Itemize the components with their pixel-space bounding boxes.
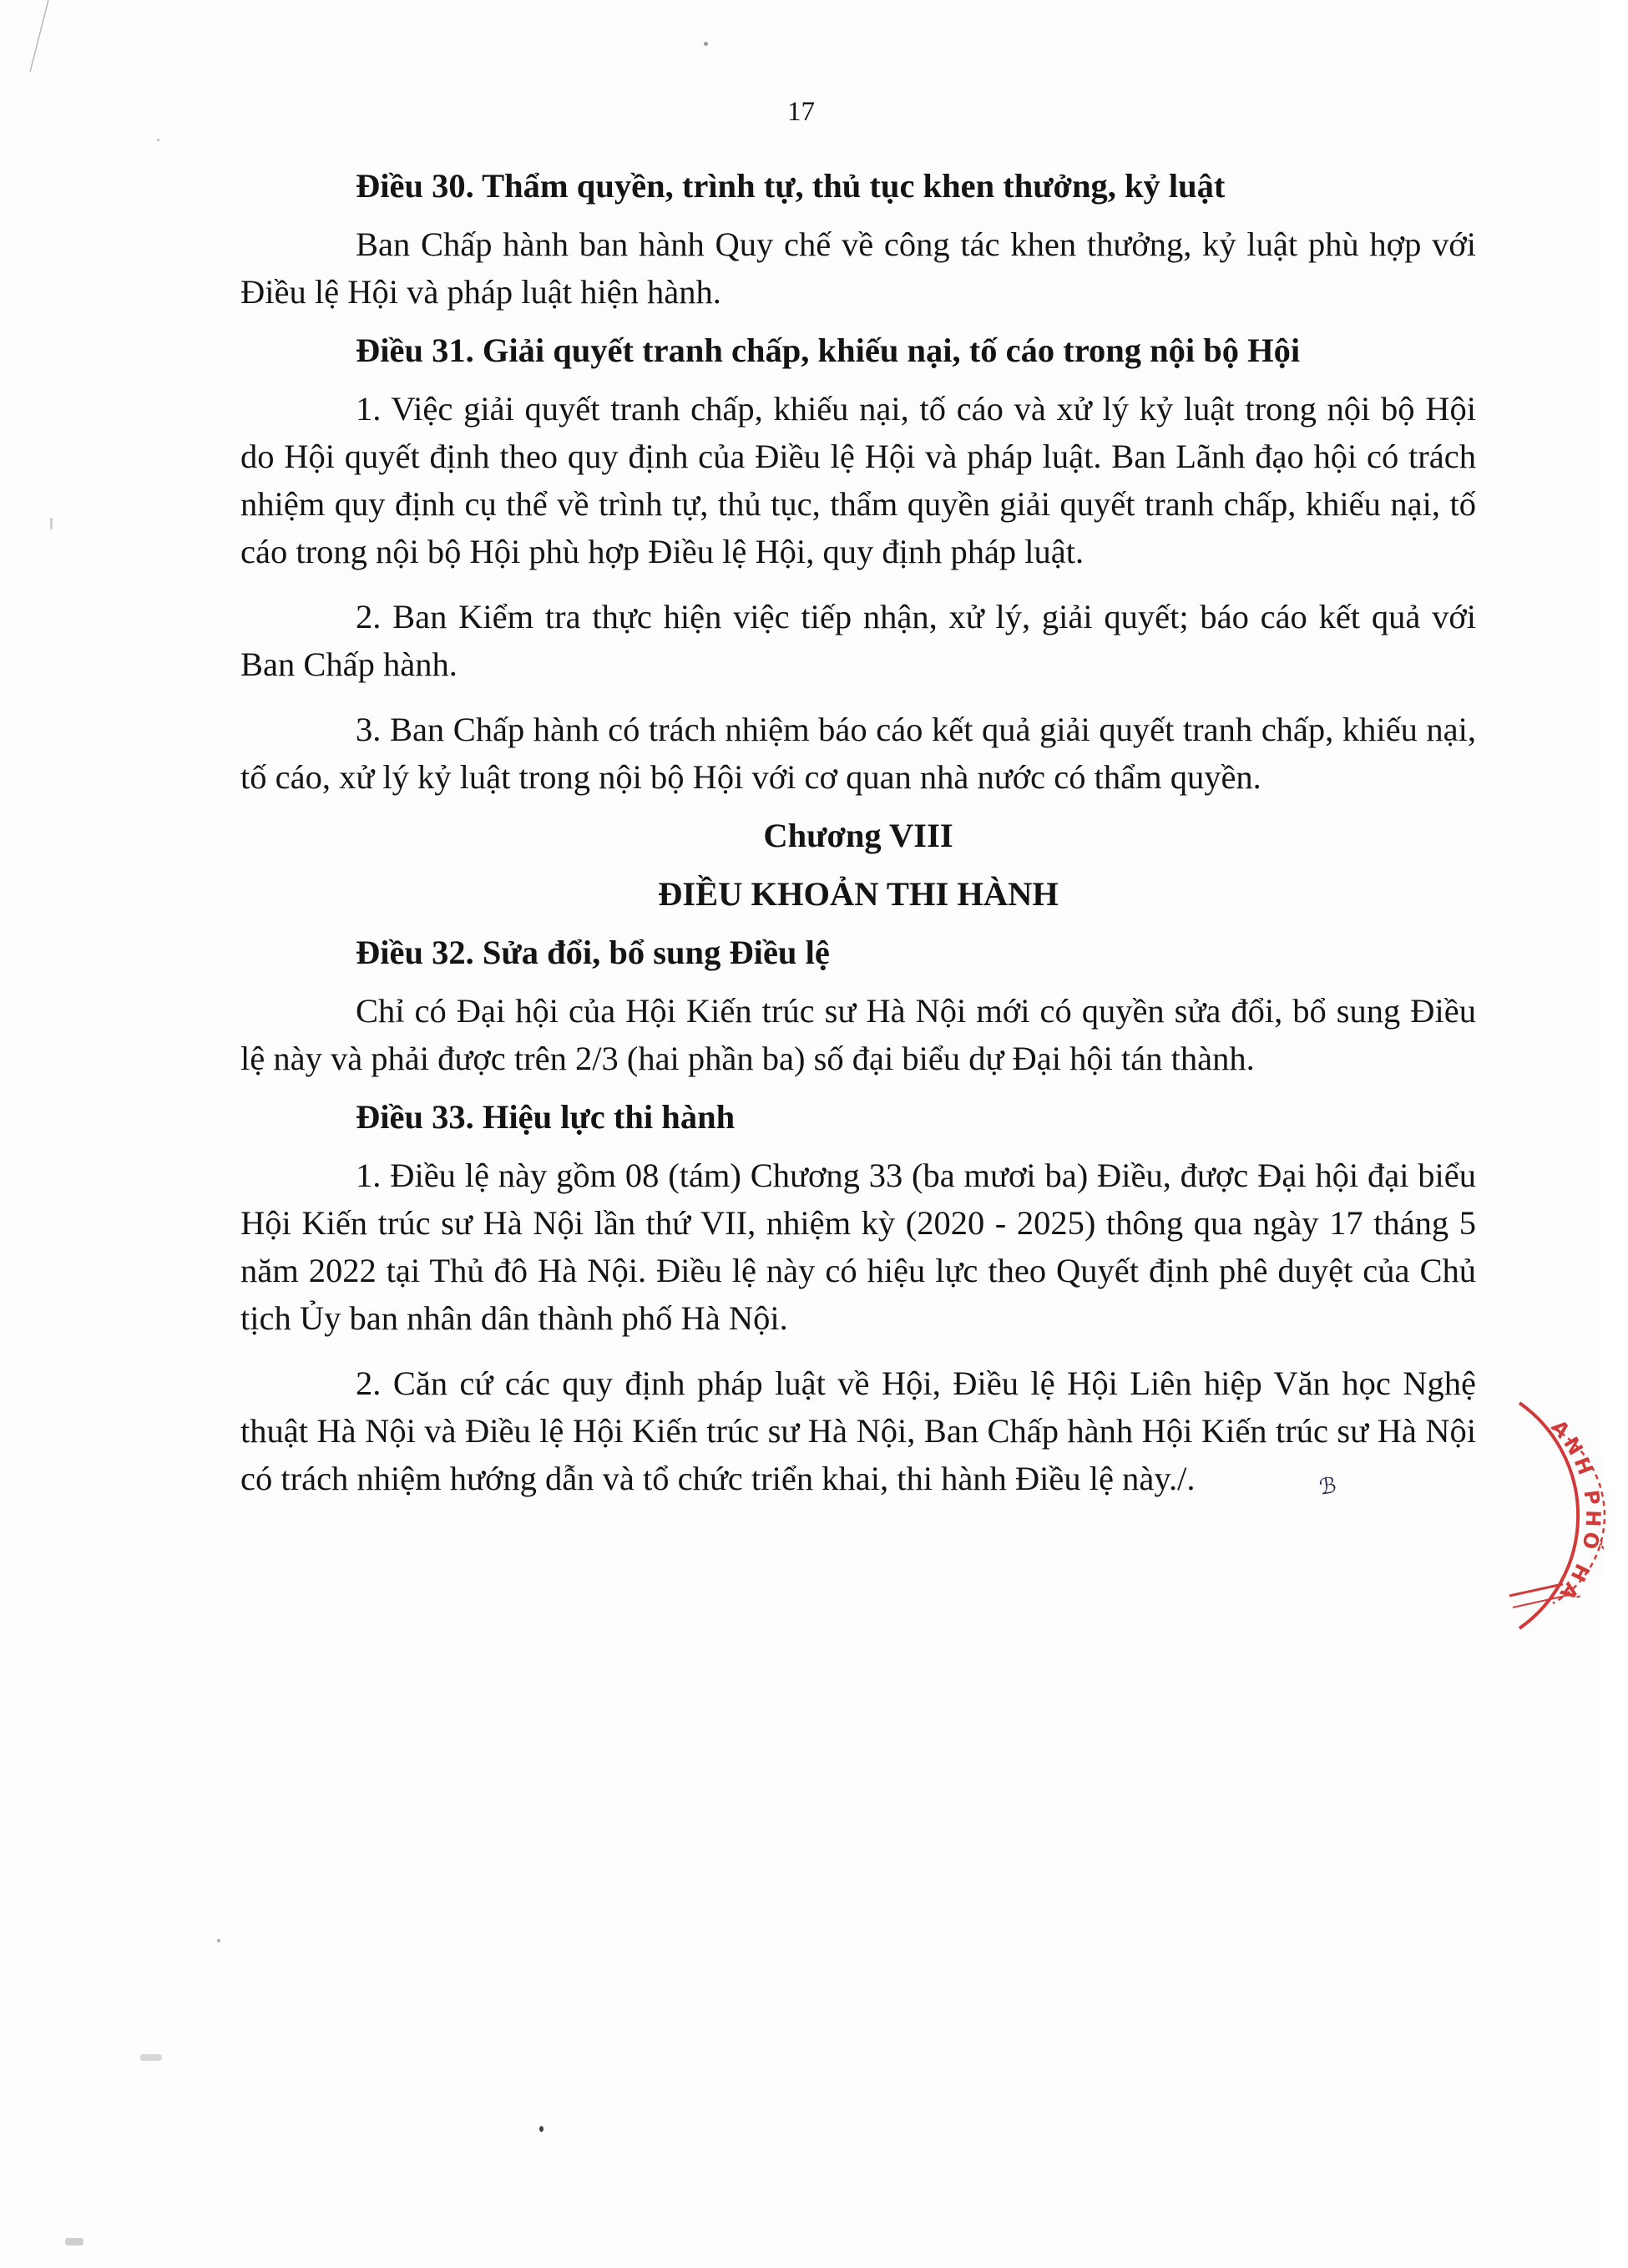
scan-dot <box>50 518 53 529</box>
scan-dot <box>217 1939 220 1942</box>
article-30-body: Ban Chấp hành ban hành Quy chế về công tác khen thưởng, kỷ luật phù hợp với Điều lệ Hội và pháp luật hiện hành. <box>240 225 1476 311</box>
scan-dot <box>140 2054 162 2061</box>
red-stamp <box>1503 1390 1628 1641</box>
article-32-body: Chỉ có Đại hội của Hội Kiến trúc sư Hà Nội mới có quyền sửa đổi, bổ sung Điều lệ này và phải được trên 2/3 (hai phần ba) số đại biểu dự Đại hội tán thành. <box>240 992 1476 1077</box>
chapter-label: Chương VIII <box>763 817 953 854</box>
article-33-heading: Điều 33. Hiệu lực thi hành <box>356 1098 736 1136</box>
scan-dot <box>65 2238 83 2245</box>
scan-dot <box>704 42 708 46</box>
page-number: 17 <box>787 97 815 127</box>
article-31-paragraph-3: 3. Ban Chấp hành có trách nhiệm báo cáo kết quả giải quyết tranh chấp, khiếu nại, tố cáo, xử lý kỷ luật trong nội bộ Hội với cơ quan nhà nước có thẩm quyền. <box>240 711 1476 796</box>
article-33-paragraph-1: 1. Điều lệ này gồm 08 (tám) Chương 33 (ba mươi ba) Điều, được Đại hội đại biểu Hội Kiến trúc sư Hà Nội lần thứ VII, nhiệm kỳ (2020 - 2025) thông qua ngày 17 tháng 5 năm 2022 tại Thủ đô Hà Nội. Điều lệ này có hiệu lực theo Quyết định phê duyệt của Chủ tịch Ủy ban nhân dân thành phố Hà Nội. <box>240 1157 1476 1337</box>
document-body <box>240 162 1476 1519</box>
stamp-text: ANH PHỐ HÀ <box>1546 1415 1605 1608</box>
article-31-paragraph-1: 1. Việc giải quyết tranh chấp, khiếu nại, tố cáo và xử lý kỷ luật trong nội bộ Hội do Hội quyết định theo quy định của Điều lệ Hội và pháp luật. Ban Lãnh đạo hội có trách nhiệm quy định cụ thể về trình tự, thủ tục, thẩm quyền giải quyết tranh chấp, khiếu nại, tố cáo trong nội bộ Hội phù hợp Điều lệ Hội, quy định pháp luật. <box>240 390 1476 570</box>
article-33-paragraph-2-text: 2. Căn cứ các quy định pháp luật về Hội, Điều lệ Hội Liên hiệp Văn học Nghệ thuật Hà Nội và Điều lệ Hội Kiến trúc sư Hà Nội, Ban Chấp hành Hội Kiến trúc sư Hà Nội có trách nhiệm hướng dẫn và tổ chức triển khai, thi hành Điều lệ này./. <box>240 1364 1476 1497</box>
scan-dot <box>539 2126 544 2132</box>
article-32-heading: Điều 32. Sửa đổi, bổ sung Điều lệ <box>356 934 830 971</box>
chapter-title: ĐIỀU KHOẢN THI HÀNH <box>658 875 1059 913</box>
article-30-heading: Điều 30. Thẩm quyền, trình tự, thủ tục khen thưởng, kỷ luật <box>356 167 1226 205</box>
article-31-paragraph-2: 2. Ban Kiểm tra thực hiện việc tiếp nhận, xử lý, giải quyết; báo cáo kết quả với Ban Chấp hành. <box>240 598 1476 683</box>
article-31-heading: Điều 31. Giải quyết tranh chấp, khiếu nại, tố cáo trong nội bộ Hội <box>356 332 1301 369</box>
scan-corner-line <box>23 0 57 75</box>
scan-dot <box>157 139 159 141</box>
handwritten-initials: ℬ <box>1317 1473 1339 1501</box>
article-33-paragraph-2 <box>240 1359 1476 1519</box>
